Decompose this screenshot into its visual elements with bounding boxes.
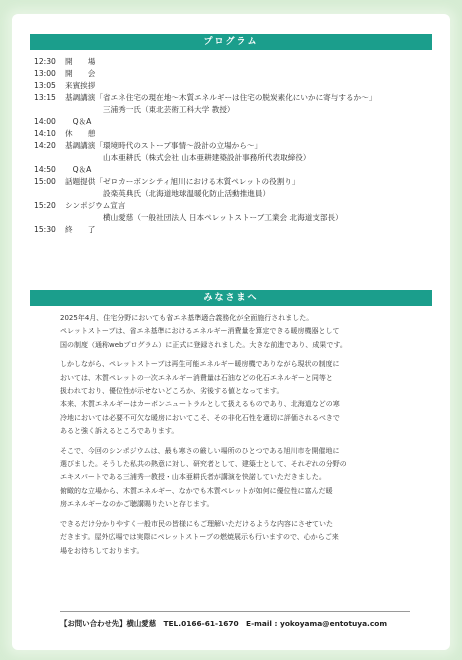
schedule-time: 15:30 <box>34 225 56 234</box>
flyer-page <box>12 14 450 650</box>
schedule-event: シンポジウム宣言 <box>65 201 126 210</box>
schedule-row <box>34 224 444 236</box>
greeting-line: おいては、木質ペレットの一次エネルギー消費量は石油などの化石エネルギーと同等と <box>60 373 333 382</box>
greeting-body <box>60 312 410 558</box>
schedule-time: 13:05 <box>34 81 56 90</box>
schedule-event: 基調講演「環境時代のストーブ事情～設計の立場から～」 <box>65 141 263 150</box>
schedule-time: 14:00 <box>34 117 56 126</box>
schedule-time: 14:10 <box>34 129 56 138</box>
greeting-line: 扱われており、優位性が示せないどころか、劣後する値となってます。 <box>60 387 284 396</box>
schedule-event: Q＆A <box>65 117 92 126</box>
schedule-event: 話題提供「ゼロカーボンシティ旭川における木質ペレットの役割り」 <box>65 177 300 186</box>
schedule-speaker: 横山愛慈（一般社団法人 日本ペレットストーブ工業会 北海道支部長） <box>103 213 343 222</box>
greeting-line: 選びました。そうした私共の熱意に対し、研究者として、建築士として、それぞれの分野の <box>60 460 347 469</box>
schedule-event: 終 了 <box>65 225 96 234</box>
greeting-line: 俯瞰的な立場から、木質エネルギー、なかでも木質ペレットが如何に優位性に富んだ暖 <box>60 486 333 495</box>
greeting-line: 2025年4月、住宅分野においても省エネ基準適合義務化が全面施行されました。 <box>60 314 314 322</box>
schedule-event: Q＆A <box>65 165 92 174</box>
schedule-row <box>34 68 444 80</box>
schedule-time: 12:30 <box>34 57 56 66</box>
program-heading: プログラム <box>30 34 432 50</box>
schedule-row <box>34 164 444 176</box>
schedule-row <box>34 176 444 188</box>
greeting-line: 場をお待ちしております。 <box>60 546 144 555</box>
schedule-speaker: 三浦秀一氏（東北芸術工科大学 教授） <box>103 105 235 114</box>
schedule-event: 開 場 <box>65 57 96 66</box>
schedule-event: 開 会 <box>65 69 96 78</box>
schedule-row <box>34 200 444 212</box>
schedule-row <box>34 80 444 92</box>
greeting-heading: みなさまへ <box>30 290 432 306</box>
greeting-line: 本来、木質エネルギーはカーボンニュートラルとして扱えるものであり、北海道などの寒 <box>60 400 340 409</box>
schedule-time: 15:00 <box>34 177 56 186</box>
greeting-line: しかしながら、ペレットストーブは再生可能エネルギー暖房機でありながら現状の制度に <box>60 360 340 369</box>
schedule-row <box>34 128 444 140</box>
schedule-event: 来賓挨拶 <box>65 81 96 90</box>
schedule-row <box>34 56 444 68</box>
greeting-line: エキスパートである三浦秀一教授・山本亜耕氏者が講演を快諾していただきました。 <box>60 473 326 482</box>
greeting-line: だきます。屋外広場では実際にペレットストーブの燃焼展示も行いますので、心からご来 <box>60 533 339 542</box>
schedule-speaker: 設楽英典氏（北海道地球温暖化防止活動推進員） <box>103 189 271 198</box>
schedule-row <box>34 116 444 128</box>
greeting-line: ペレットストーブは、省エネ基準におけるエネルギー消費量を算定できる暖房機器として <box>60 327 340 336</box>
greeting-line: できるだけ分かりやすく一般市民の皆様にもご理解いただけるような内容にさせていた <box>60 519 333 528</box>
schedule-event: 基調講演「省エネ住宅の現在地～木質エネルギーは住宅の脱炭素化にいかに寄与するか～」 <box>65 93 377 102</box>
schedule-event: 休 憩 <box>65 129 96 138</box>
greeting-line: 房エネルギーなのかご聴講賜りたいと存じます。 <box>60 500 214 509</box>
program-schedule <box>34 56 444 236</box>
schedule-time: 13:15 <box>34 93 56 102</box>
greeting-line: 国の制度（通称webプログラム）に正式に登録されました。大きな前進であり、成果です。 <box>60 340 347 349</box>
schedule-speaker: 山本亜耕氏（株式会社 山本亜耕建築設計事務所代表取締役） <box>103 153 311 162</box>
greeting-line: 冷地においては必要不可欠な暖房においてこそ、その非化石性を適切に評価されるべきで <box>60 413 340 422</box>
contact-info: 【お問い合わせ先】横山愛慈 TEL.0166-61-1670 E-mail : yokoyama@entotuya.com <box>60 619 388 628</box>
schedule-time: 15:20 <box>34 201 56 210</box>
schedule-row <box>34 140 444 152</box>
greeting-line: あると強く訴えるところであります。 <box>60 427 179 436</box>
contact-divider <box>60 611 410 612</box>
greeting-line: そこで、今回のシンポジウムは、最も寒さの厳しい場所のひとつである旭川市を開催地に <box>60 446 340 455</box>
schedule-time: 14:20 <box>34 141 56 150</box>
schedule-time: 13:00 <box>34 69 56 78</box>
schedule-row <box>34 92 444 104</box>
schedule-time: 14:50 <box>34 165 56 174</box>
